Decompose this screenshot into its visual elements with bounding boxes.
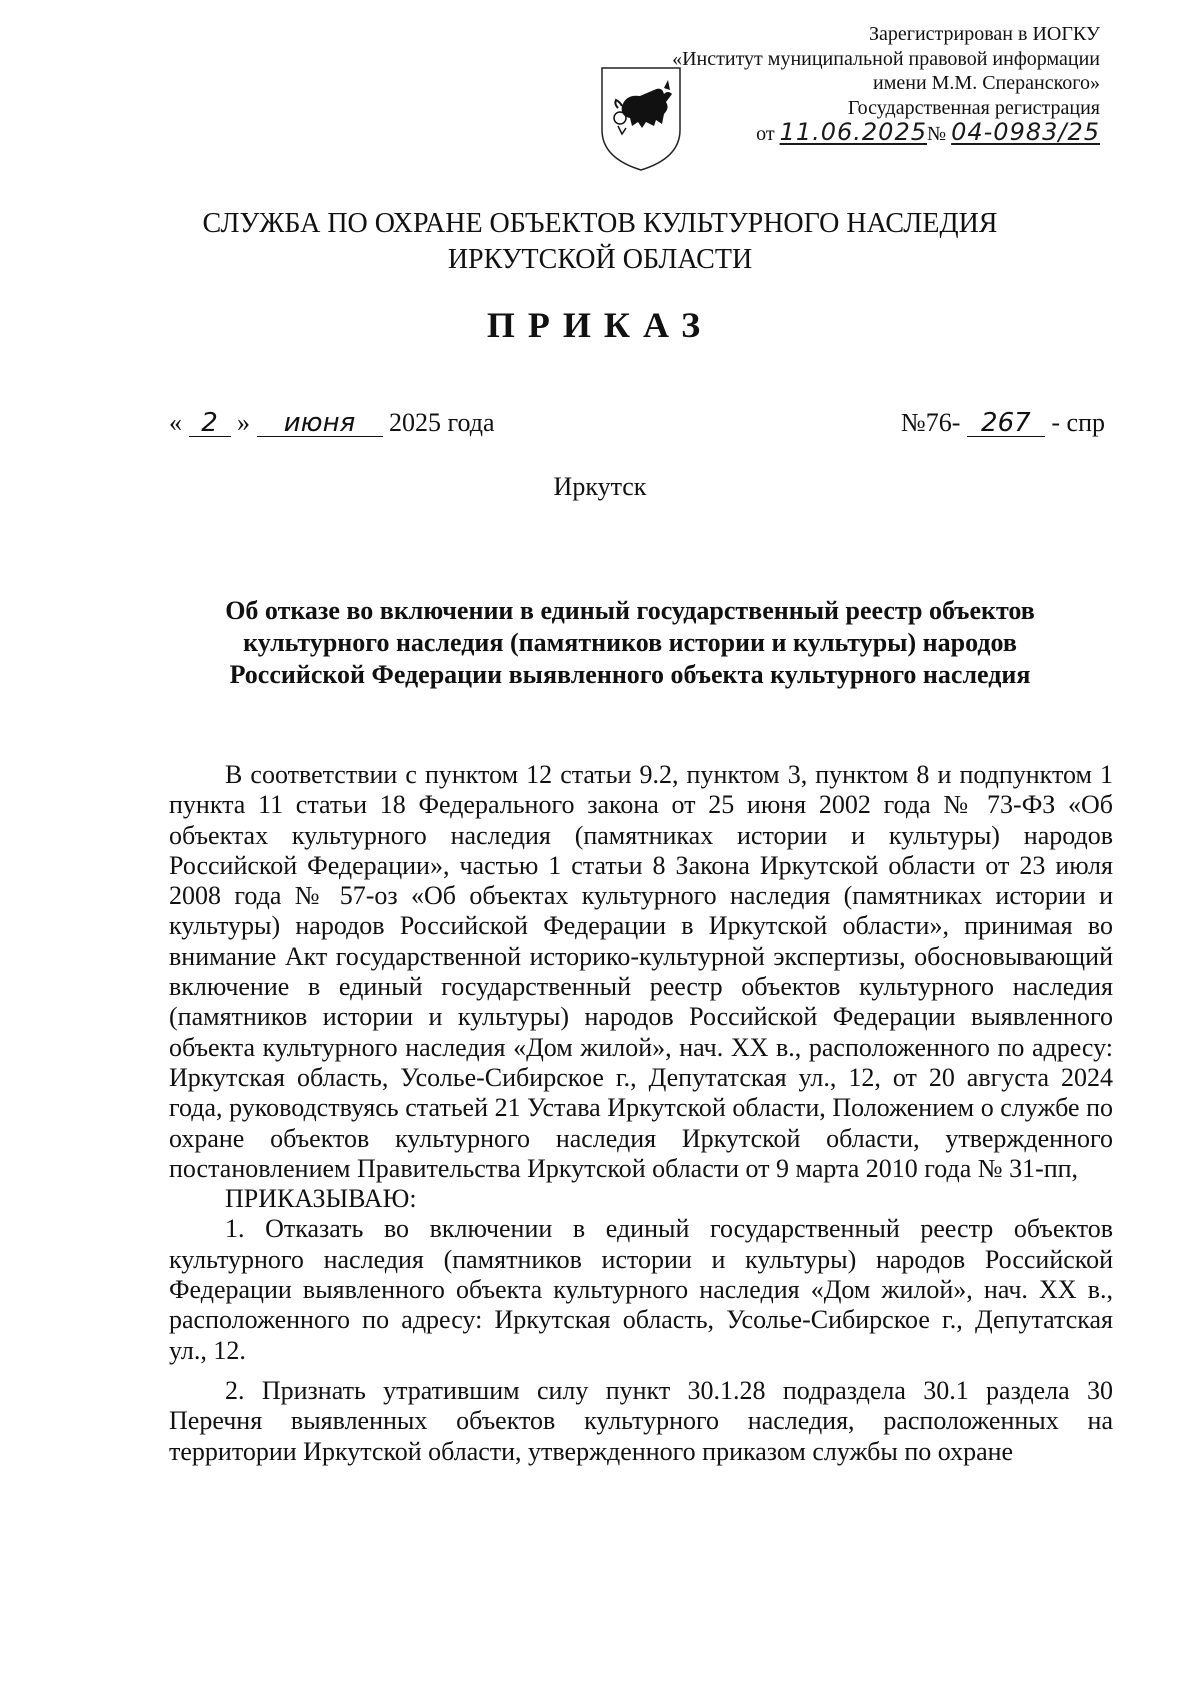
registration-number-sign: № [927,123,947,145]
organization-line-2: ИРКУТСКОЙ ОБЛАСТИ [447,244,753,275]
registration-date: 11.06.2025 [779,118,927,146]
order-number-suffix: - спр [1051,408,1105,437]
registration-line-4: Государственная регистрация [847,96,1100,119]
order-directive-word: ПРИКАЗЫВАЮ: [225,1184,417,1214]
order-item-1: 1. Отказать во включении в единый государственный реестр объектов культурного наследия (памятников истории и культуры) народов Российской Федерации выявленного объекта культурного наследия «Дом жилой», нач. XX в., расположенного по адресу: Иркутская область, Усолье-Сибирское г., Депутатская ул., 12. [169,1214,1113,1365]
order-number-value: 267 [967,410,1045,437]
registration-stamp [672,22,1100,147]
document-type-title: ПРИКАЗ [486,305,714,345]
registration-line-1: Зарегистрирован в ИОГКУ [869,23,1100,45]
registration-line-3: имени М.М. Сперанского» [873,72,1100,94]
subject-line-1: Об отказе во включении в единый государственный реестр объектов [225,596,1035,625]
registration-line-5 [672,120,1100,147]
order-year: 2025 года [389,408,495,437]
order-date [169,408,495,438]
order-month: июня [257,410,383,437]
order-number [901,408,1105,438]
registration-from-label: от [756,123,775,145]
order-body [169,760,1113,1467]
order-city: Иркутск [553,472,647,501]
order-number-prefix: №76- [900,408,961,437]
date-quote-close: » [237,408,250,437]
organization-name [0,206,1200,278]
preamble-paragraph: В соответствии с пунктом 12 статьи 9.2, пунктом 3, пунктом 8 и подпунктом 1 пункта 11 статьи 18 Федерального закона от 25 июня 2002 года № 73-ФЗ «Об объектах культурного наследия (памятниках истории и культуры) народов Российской Федерации», частью 1 статьи 8 Закона Иркутской области от 23 июля 2008 года № 57-оз «Об объектах культурного наследия (памятниках истории и культуры) народов Российской Федерации в Иркутской области», принимая во внимание Акт государственной историко-культурной экспертизы, обосновывающий включение в единый государственный реестр объектов культурного наследия (памятников истории и культуры) народов Российской Федерации выявленного объекта культурного наследия «Дом жилой», нач. XX в., расположенного по адресу: Иркутская область, Усолье-Сибирское г., Депутатская ул., 12, от 20 августа 2024 года, руководствуясь статьей 21 Устава Иркутской области, Положением о службе по охране объектов культурного наследия Иркутской области, утвержденного постановлением Правительства Иркутской области от 9 марта 2010 года № 31-пп, [169,760,1113,1183]
subject-line-2: культурного наследия (памятников истории и культуры) народов [243,628,1017,657]
order-day: 2 [189,410,231,437]
organization-line-1: СЛУЖБА ПО ОХРАНЕ ОБЪЕКТОВ КУЛЬТУРНОГО НАСЛЕДИЯ [202,208,998,239]
order-item-2: 2. Признать утратившим силу пункт 30.1.28 подраздела 30.1 раздела 30 Перечня выявленных объектов культурного наследия, расположенных на территории Иркутской области, утвержденного приказом службы по охране [169,1375,1113,1466]
registration-line-2: «Институт муниципальной правовой информации [672,47,1100,70]
subject-line-3: Российской Федерации выявленного объекта культурного наследия [229,660,1031,689]
order-subject [160,595,1100,691]
date-quote-open: « [169,408,182,437]
irkutsk-coat-of-arms-icon [598,64,684,172]
registration-number: 04-0983/25 [951,118,1100,146]
